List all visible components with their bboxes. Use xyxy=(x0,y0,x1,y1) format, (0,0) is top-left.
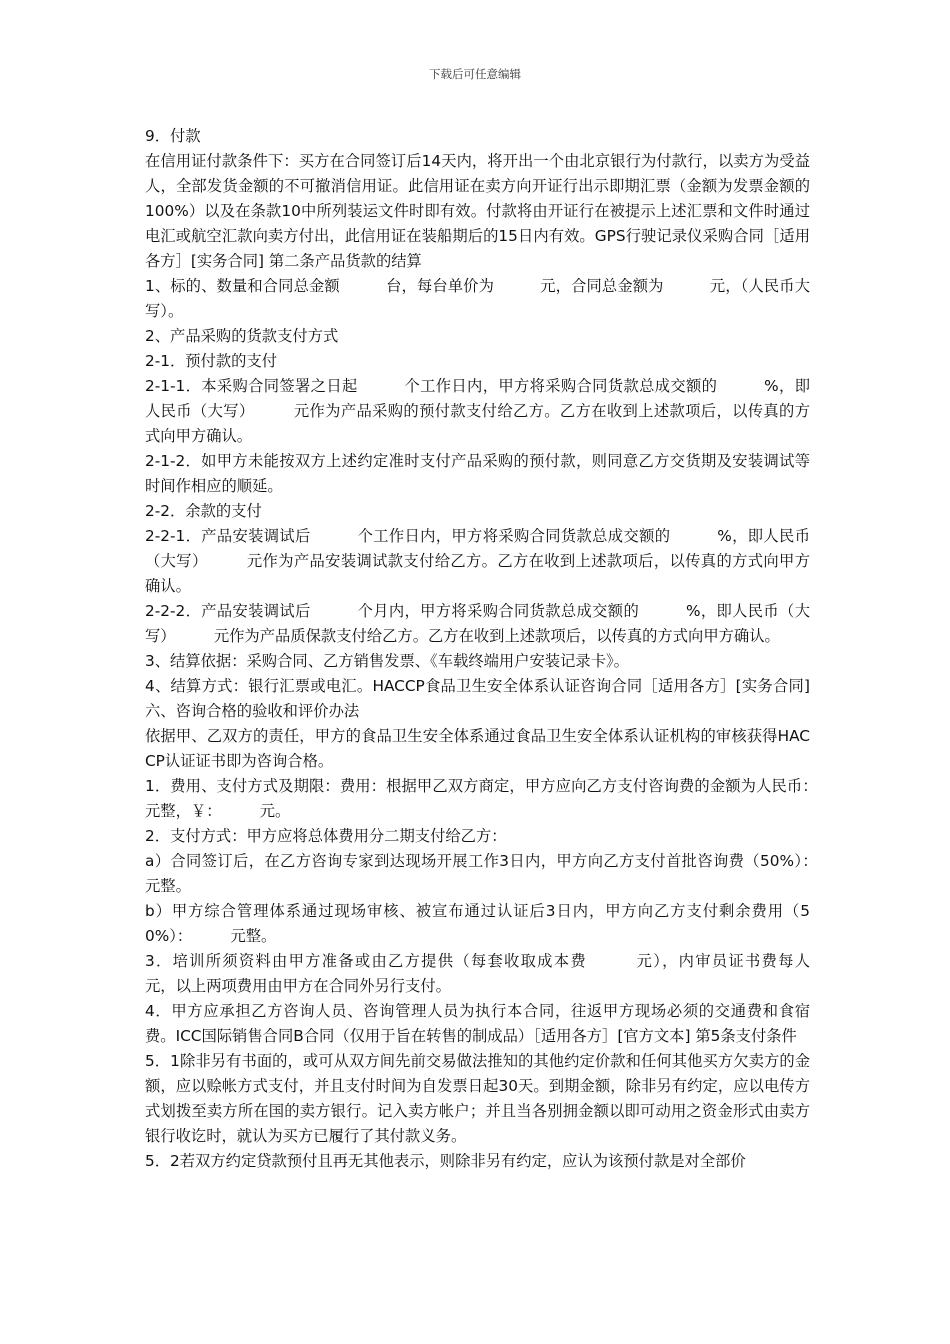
paragraph: 5．2若双方约定贷款预付且再无其他表示，则除非另有约定，应认为该预付款是对全部价 xyxy=(145,1152,746,1170)
paragraph: 2-1-2．如甲方未能按双方上述约定准时支付产品采购的预付款，则同意乙方交货期及安装调试等时间作相应的顺延。 xyxy=(145,452,810,495)
paragraph: 2-2-2．产品安装调试后 个月内，甲方将采购合同货款总成交额的 %，即人民币（大写） 元作为产品质保款支付给乙方。乙方在收到上述款项后，以传真的方式向甲方确认。 xyxy=(145,602,810,645)
paragraph: 2-1-1．本采购合同签署之日起 个工作日内，甲方将采购合同货款总成交额的 %，即人民币（大写） 元作为产品采购的预付款支付给乙方。乙方在收到上述款项后，以传真的方式向甲方确认。 xyxy=(145,377,810,445)
paragraph: 2-1．预付款的支付 xyxy=(145,352,278,370)
paragraph: 9．付款 xyxy=(145,127,201,145)
paragraph: 5．1除非另有书面的，或可从双方间先前交易做法推知的其他约定价款和任何其他买方欠卖方的金额，应以赊帐方式支付，并且支付时间为自发票日起30天。到期金额，除非另有约定，应以电传方式划拨至卖方所在国的卖方银行。记入卖方帐户；并且当各别拥金额以即可动用之资金形式由卖方银行收讫时，就认为买方已履行了其付款义务。 xyxy=(145,1052,810,1145)
paragraph: b）甲方综合管理体系通过现场审核、被宣布通过认证后3日内，甲方向乙方支付剩余费用（50%）： 元整。 xyxy=(145,902,810,945)
paragraph: 在信用证付款条件下：买方在合同签订后14天内，将开出一个由北京银行为付款行，以卖方为受益人，全部发货金额的不可撤消信用证。此信用证在卖方向开证行出示即期汇票（金额为发票金额的100%）以及在条款10中所列装运文件时即有效。付款将由开证行在被提示上述汇票和文件时通过电汇或航空汇款向卖方付出，此信用证在装船期后的15日内有效。GPS行驶记录仪采购合同［适用各方］[实务合同] 第二条产品货款的结算 xyxy=(145,152,810,270)
paragraph: 4．甲方应承担乙方咨询人员、咨询管理人员为执行本合同，往返甲方现场必须的交通费和食宿费。ICC国际销售合同B合同（仅用于旨在转售的制成品）［适用各方］[官方文本] 第5条支付条件 xyxy=(145,1002,810,1045)
paragraph: 2．支付方式：甲方应将总体费用分二期支付给乙方： xyxy=(145,827,507,845)
page-header-note: 下载后可任意编辑 xyxy=(429,67,521,81)
paragraph: 2、产品采购的货款支付方式 xyxy=(145,327,339,345)
paragraph: 4、结算方式：银行汇票或电汇。HACCP食品卫生安全体系认证咨询合同［适用各方］[实务合同] 六、咨询合格的验收和评价办法 xyxy=(145,677,810,720)
paragraph: 3、结算依据：采购合同、乙方销售发票、《车载终端用户安装记录卡》。 xyxy=(145,652,629,670)
paragraph: 3．培训所须资料由甲方准备或由乙方提供（每套收取成本费 元），内审员证书费每人 元，以上两项费用由甲方在合同外另行支付。 xyxy=(145,952,856,995)
paragraph: a）合同签订后，在乙方咨询专家到达现场开展工作3日内，甲方向乙方支付首批咨询费（50%）： 元整。 xyxy=(145,852,856,895)
paragraph: 依据甲、乙双方的责任，甲方的食品卫生安全体系通过食品卫生安全体系认证机构的审核获得HACCP认证证书即为咨询合格。 xyxy=(145,727,810,770)
paragraph: 2-2-1．产品安装调试后 个工作日内，甲方将采购合同货款总成交额的 %，即人民币（大写） 元作为产品安装调试款支付给乙方。乙方在收到上述款项后，以传真的方式向甲方确认。 xyxy=(145,527,810,595)
paragraph: 2-2．余款的支付 xyxy=(145,502,262,520)
paragraph: 1．费用、支付方式及期限：费用：根据甲乙双方商定，甲方应向乙方支付咨询费的金额为人民币： 元整，￥： 元。 xyxy=(145,777,856,820)
document-body xyxy=(145,124,856,1174)
paragraph: 1、标的、数量和合同总金额 台，每台单价为 元，合同总金额为 元，（人民币大写）。 xyxy=(145,277,810,320)
